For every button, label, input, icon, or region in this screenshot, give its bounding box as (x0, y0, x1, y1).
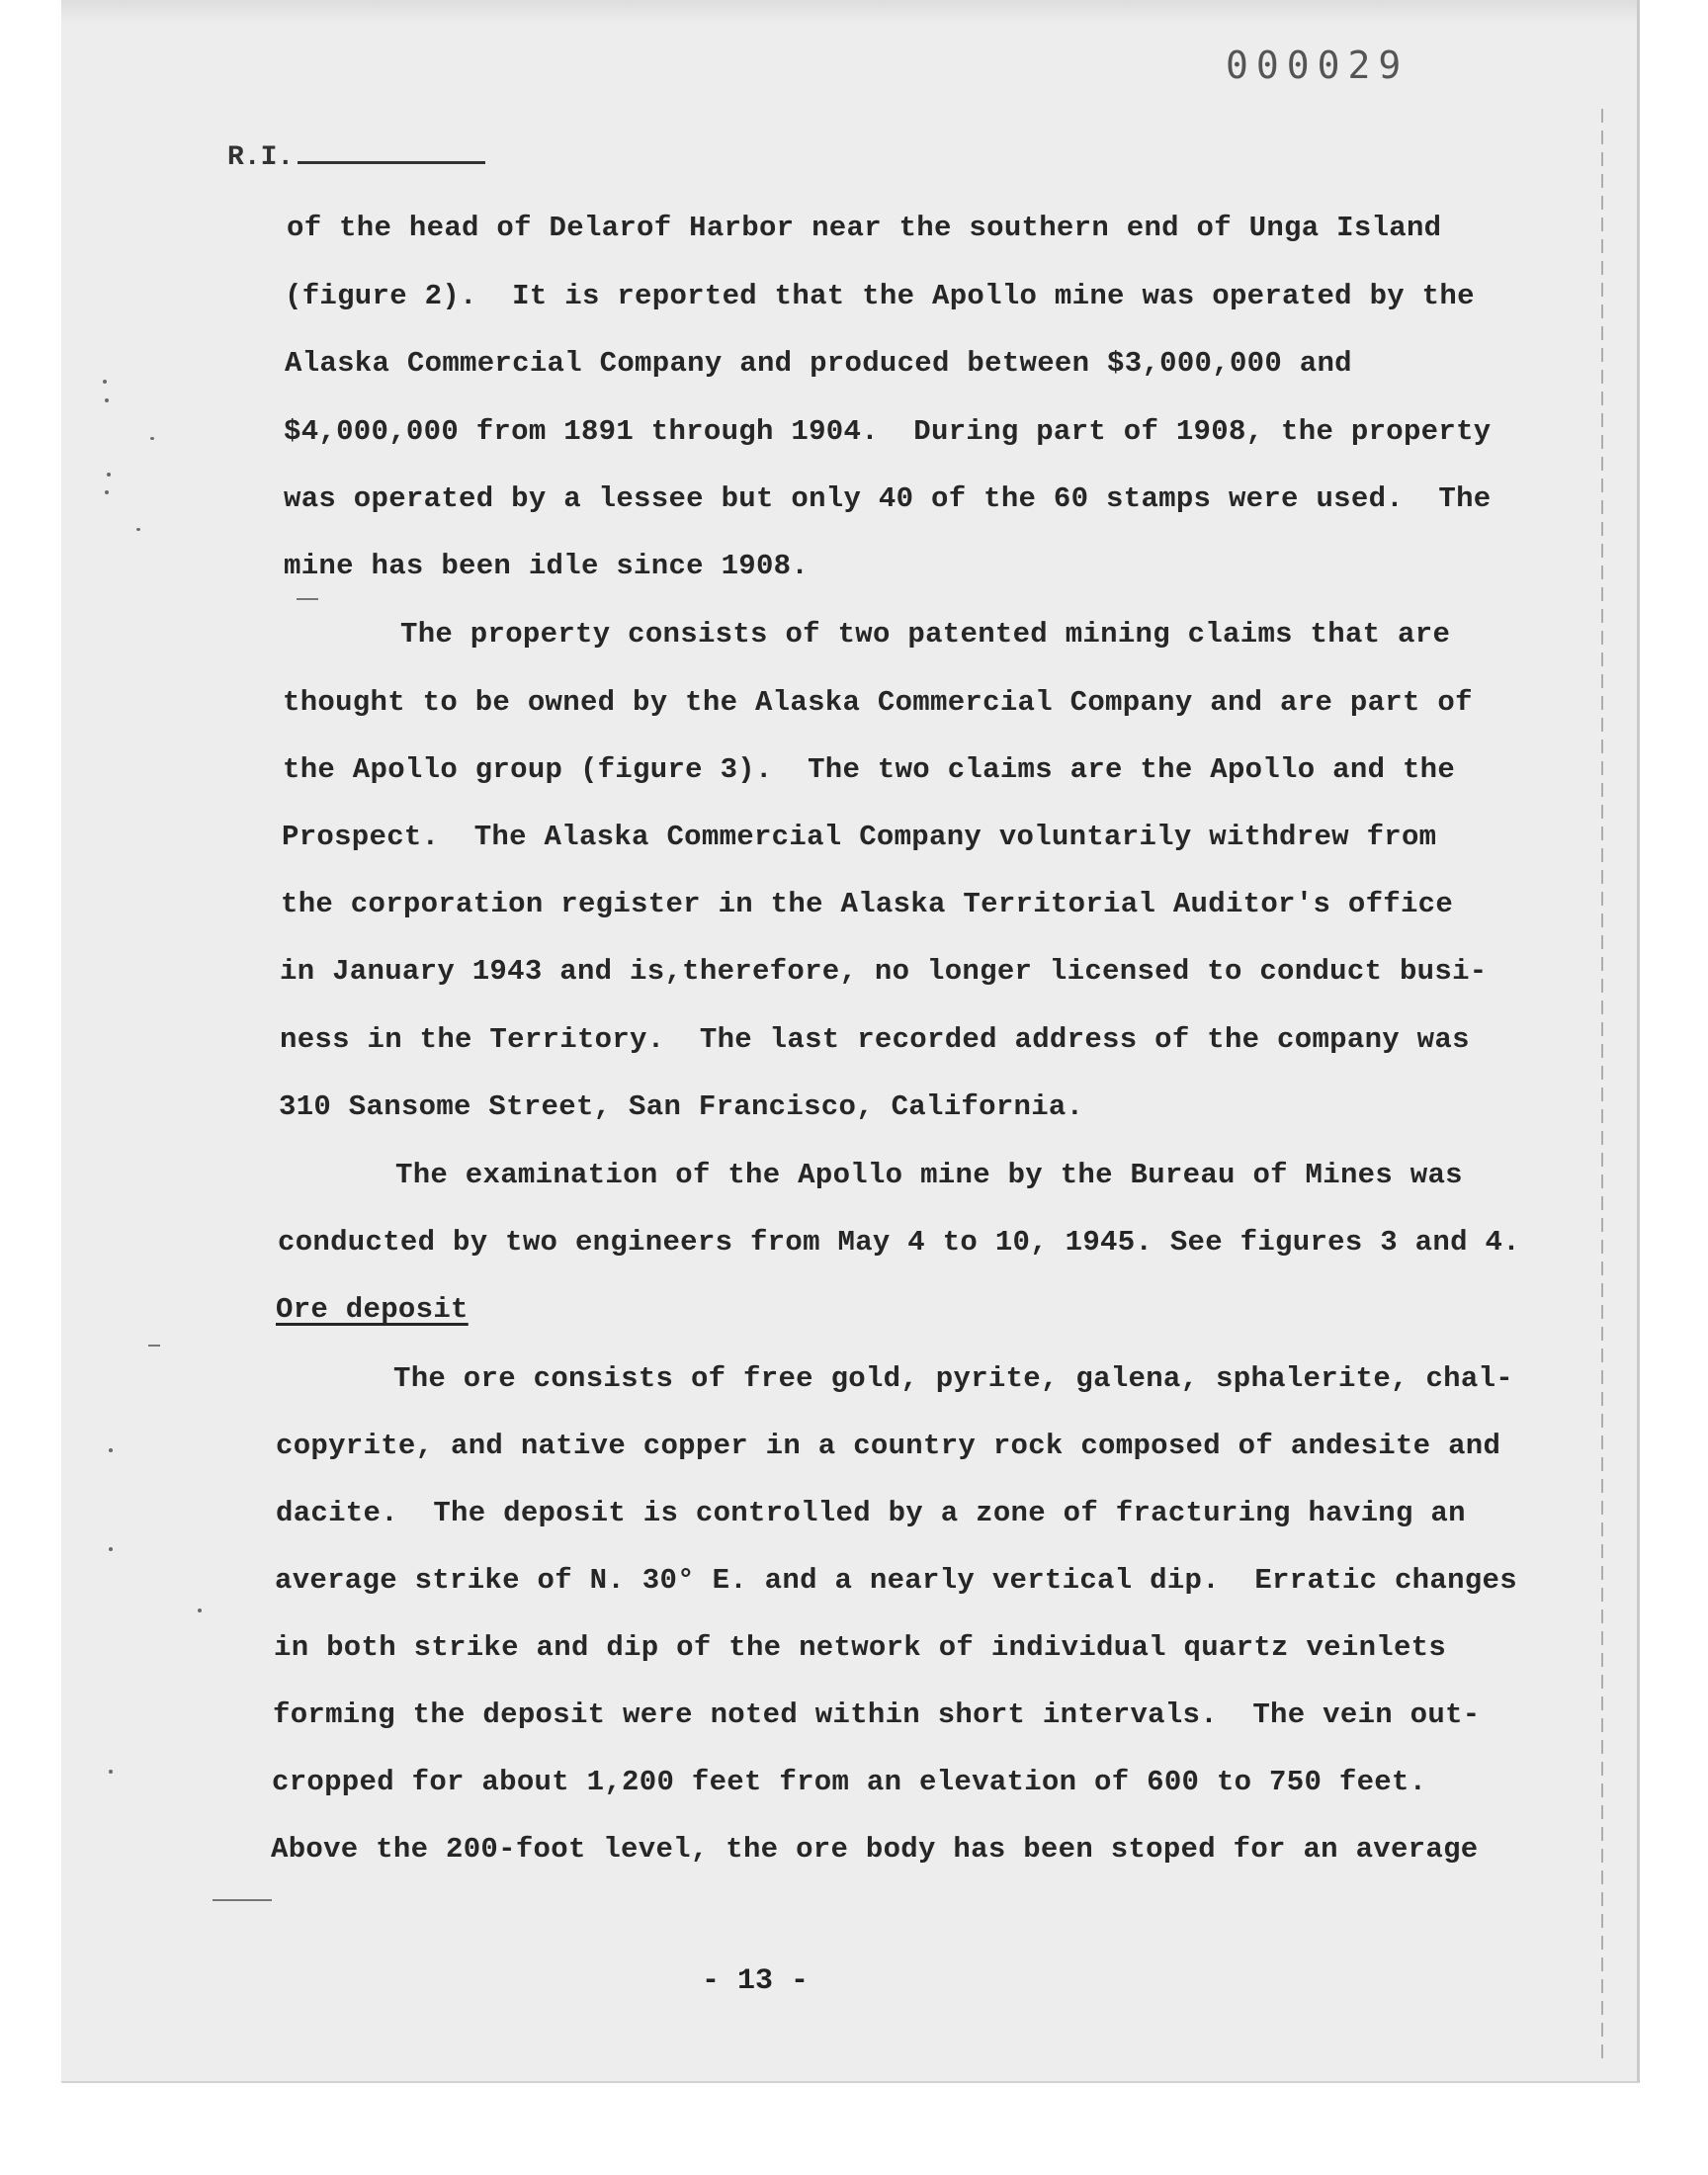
text-line: was operated by a lessee but only 40 of the 60 stamps were used. The (284, 482, 1492, 515)
report-header (227, 142, 485, 173)
scan-speck (105, 490, 109, 494)
scan-speck (109, 1547, 113, 1551)
text-line: the Apollo group (figure 3). The two claims are the Apollo and the (283, 753, 1456, 786)
margin-rule (1601, 109, 1603, 2061)
text-line: The ore consists of free gold, pyrite, galena, sphalerite, chal- (393, 1362, 1513, 1395)
scan-mark (148, 1345, 160, 1347)
scan-speck (109, 1770, 113, 1774)
text-line: Above the 200-foot level, the ore body has been stoped for an average (271, 1833, 1479, 1866)
text-line: cropped for about 1,200 feet from an elevation of 600 to 750 feet. (272, 1766, 1427, 1798)
scan-mark (297, 598, 318, 600)
report-number-blank (298, 161, 485, 164)
text-line: mine has been idle since 1908. (284, 550, 810, 582)
text-line: Prospect. The Alaska Commercial Company voluntarily withdrew from (282, 821, 1437, 853)
scan-speck (103, 380, 107, 384)
text-line: in January 1943 and is,therefore, no longer licensed to conduct busi- (280, 955, 1488, 988)
report-header-label: R.I. (227, 142, 295, 173)
scan-speck (136, 528, 140, 531)
text-line: 310 Sansome Street, San Francisco, California. (279, 1090, 1084, 1123)
text-line: Alaska Commercial Company and produced between $3,000,000 and (285, 347, 1352, 380)
text-line: (figure 2). It is reported that the Apollo mine was operated by the (285, 280, 1475, 312)
scan-speck (198, 1609, 202, 1612)
text-line: conducted by two engineers from May 4 to 10, 1945. See figures 3 and 4. (278, 1226, 1520, 1259)
scan-speck (150, 437, 154, 440)
text-line: copyrite, and native copper in a country rock composed of andesite and (276, 1430, 1501, 1462)
text-line: $4,000,000 from 1891 through 1904. During part of 1908, the property (284, 415, 1492, 448)
document-stamp-number: 000029 (1226, 44, 1409, 87)
text-line: average strike of N. 30° E. and a nearly vertical dip. Erratic changes (275, 1564, 1517, 1597)
text-line: forming the deposit were noted within short intervals. The vein out- (273, 1698, 1481, 1731)
text-line: thought to be owned by the Alaska Commercial Company and are part of (283, 686, 1473, 719)
section-heading: Ore deposit (276, 1293, 469, 1326)
text-line: ness in the Territory. The last recorded address of the company was (280, 1023, 1470, 1056)
page-number: - 13 - (702, 1964, 810, 1998)
text-line: The property consists of two patented mining claims that are (400, 618, 1451, 651)
scan-speck (107, 473, 111, 477)
text-line: in both strike and dip of the network of individual quartz veinlets (274, 1631, 1447, 1664)
text-line: dacite. The deposit is controlled by a zone of fracturing having an (276, 1497, 1466, 1529)
scan-speck (105, 398, 109, 402)
text-line: of the head of Delarof Harbor near the southern end of Unga Island (287, 212, 1442, 244)
text-line: The examination of the Apollo mine by the Bureau of Mines was (395, 1159, 1463, 1191)
scan-speck (109, 1448, 113, 1452)
scan-top-edge (61, 0, 1637, 24)
text-line: the corporation register in the Alaska Territorial Auditor's office (281, 888, 1454, 920)
scan-mark (213, 1899, 272, 1901)
